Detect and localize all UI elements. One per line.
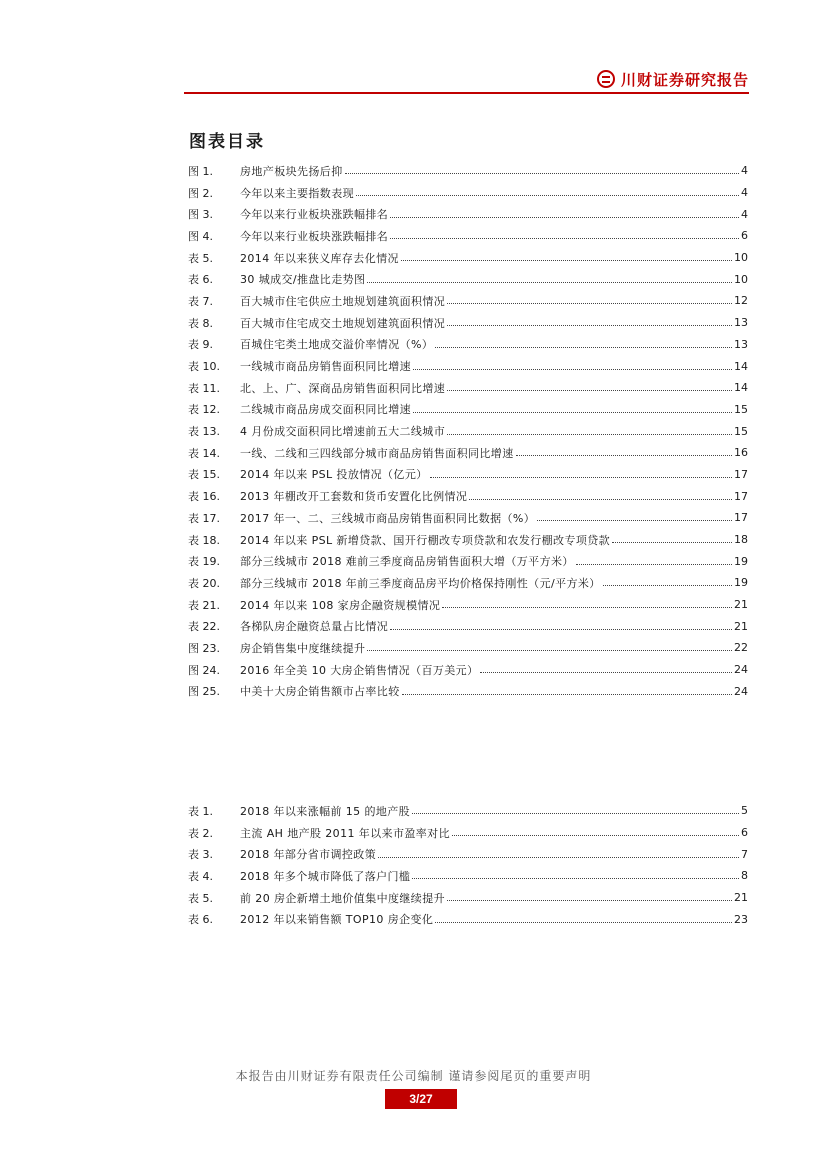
toc-dot-leader — [367, 650, 732, 651]
toc-entry[interactable] — [188, 442, 748, 464]
toc-entry-title: 各梯队房企融资总量占比情况 — [240, 620, 389, 634]
toc-entry-title: 今年以来主要指数表现 — [240, 186, 354, 200]
toc-entry-title: 2016 年全美 10 大房企销售情况（百万美元） — [240, 663, 479, 677]
toc-dot-leader — [413, 369, 732, 370]
toc-dot-leader — [516, 455, 732, 456]
toc-entry-page: 21 — [734, 891, 748, 905]
toc-dot-leader — [390, 238, 739, 239]
toc-entry[interactable] — [188, 550, 748, 572]
toc-entry-label: 表 11. — [188, 381, 220, 395]
toc-entry[interactable] — [188, 843, 748, 865]
toc-entry-title: 2013 年棚改开工套数和货币安置化比例情况 — [240, 490, 468, 504]
toc-entry-page: 24 — [734, 663, 748, 677]
toc-entry[interactable] — [188, 529, 748, 551]
brand-name: 川财证券研究报告 — [620, 70, 749, 89]
table-toc-list — [188, 800, 748, 930]
toc-dot-leader — [480, 672, 732, 673]
toc-entry-label: 图 1. — [188, 164, 213, 178]
toc-dot-leader — [435, 347, 732, 348]
toc-entry-label: 表 3. — [188, 848, 213, 862]
toc-dot-leader — [356, 195, 739, 196]
toc-entry-label: 表 17. — [188, 511, 220, 525]
toc-entry-page: 10 — [734, 272, 748, 286]
toc-entry[interactable] — [188, 334, 748, 356]
toc-entry-page: 7 — [741, 847, 748, 861]
toc-entry-label: 图 25. — [188, 685, 220, 699]
toc-entry-page: 14 — [734, 381, 748, 395]
toc-dot-leader — [452, 835, 739, 836]
toc-entry[interactable] — [188, 160, 748, 182]
toc-entry-title: 2018 年部分省市调控政策 — [240, 848, 377, 862]
toc-entry-title: 2014 年以来 108 家房企融资规模情况 — [240, 598, 441, 612]
toc-entry-title: 中美十大房企销售额市占率比较 — [240, 685, 400, 699]
toc-dot-leader — [345, 173, 739, 174]
toc-entry-page: 17 — [734, 467, 748, 481]
toc-dot-leader — [447, 434, 732, 435]
toc-entry-label: 表 15. — [188, 468, 220, 482]
toc-entry-title: 2014 年以来 PSL 新增贷款、国开行棚改专项贷款和农发行棚改专项贷款 — [240, 533, 611, 547]
toc-entry[interactable] — [188, 637, 748, 659]
toc-dot-leader — [537, 520, 732, 521]
toc-dot-leader — [401, 260, 732, 261]
toc-entry-page: 4 — [741, 164, 748, 178]
toc-entry[interactable] — [188, 681, 748, 703]
toc-entry[interactable] — [188, 312, 748, 334]
toc-entry-title: 百城住宅类土地成交溢价率情况（%） — [240, 338, 434, 352]
toc-entry[interactable] — [188, 887, 748, 909]
figure-toc-list — [188, 160, 748, 702]
toc-entry-page: 5 — [741, 804, 748, 818]
toc-entry-label: 图 24. — [188, 663, 220, 677]
toc-entry-label: 图 4. — [188, 229, 213, 243]
toc-entry-title: 百大城市住宅成交土地规划建筑面积情况 — [240, 316, 446, 330]
toc-entry[interactable] — [188, 290, 748, 312]
toc-entry-label: 表 22. — [188, 620, 220, 634]
toc-dot-leader — [603, 585, 732, 586]
toc-entry-page: 17 — [734, 511, 748, 525]
toc-entry-label: 图 2. — [188, 186, 213, 200]
toc-dot-leader — [367, 282, 732, 283]
toc-dot-leader — [447, 390, 732, 391]
toc-entry-title: 今年以来行业板块涨跌幅排名 — [240, 229, 389, 243]
toc-dot-leader — [390, 217, 739, 218]
toc-dot-leader — [435, 922, 732, 923]
toc-entry[interactable] — [188, 420, 748, 442]
toc-dot-leader — [430, 477, 732, 478]
toc-dot-leader — [447, 900, 732, 901]
toc-entry-label: 表 5. — [188, 891, 213, 905]
toc-dot-leader — [469, 499, 732, 500]
toc-dot-leader — [402, 694, 732, 695]
toc-entry-page: 4 — [741, 207, 748, 221]
toc-entry-page: 4 — [741, 186, 748, 200]
toc-entry-page: 6 — [741, 826, 748, 840]
toc-entry[interactable] — [188, 865, 748, 887]
toc-entry[interactable] — [188, 247, 748, 269]
toc-entry-title: 一线、二线和三四线部分城市商品房销售面积同比增速 — [240, 446, 514, 460]
toc-entry[interactable] — [188, 659, 748, 681]
toc-entry-page: 19 — [734, 554, 748, 568]
toc-entry-label: 表 12. — [188, 403, 220, 417]
toc-entry-label: 表 6. — [188, 273, 213, 287]
toc-entry-page: 24 — [734, 684, 748, 698]
toc-entry-label: 图 3. — [188, 208, 213, 222]
toc-entry-label: 表 19. — [188, 555, 220, 569]
toc-entry-title: 2017 年一、二、三线城市商品房销售面积同比数据（%） — [240, 511, 536, 525]
toc-dot-leader — [412, 878, 739, 879]
toc-entry-title: 2018 年多个城市降低了落户门槛 — [240, 869, 411, 883]
toc-dot-leader — [378, 857, 739, 858]
toc-entry-label: 表 5. — [188, 251, 213, 265]
toc-entry[interactable] — [188, 800, 748, 822]
toc-entry-title: 北、上、广、深商品房销售面积同比增速 — [240, 381, 446, 395]
toc-entry-title: 部分三线城市 2018 难前三季度商品房销售面积大增（万平方米） — [240, 555, 574, 569]
toc-entry-page: 8 — [741, 869, 748, 883]
toc-entry-title: 部分三线城市 2018 年前三季度商品房平均价格保持刚性（元/平方米） — [240, 576, 601, 590]
toc-entry-label: 表 20. — [188, 576, 220, 590]
toc-entry-label: 表 18. — [188, 533, 220, 547]
toc-entry[interactable] — [188, 485, 748, 507]
toc-entry-page: 16 — [734, 446, 748, 460]
toc-entry[interactable] — [188, 377, 748, 399]
toc-entry-title: 房企销售集中度继续提升 — [240, 641, 366, 655]
toc-entry[interactable] — [188, 908, 748, 930]
header-divider — [184, 92, 749, 94]
toc-entry-page: 15 — [734, 424, 748, 438]
toc-entry-label: 表 21. — [188, 598, 220, 612]
toc-entry-label: 表 6. — [188, 913, 213, 927]
toc-entry-page: 14 — [734, 359, 748, 373]
toc-entry-page: 23 — [734, 912, 748, 926]
chuancai-logo-icon — [597, 70, 615, 88]
toc-entry-page: 21 — [734, 598, 748, 612]
toc-entry-page: 17 — [734, 489, 748, 503]
toc-entry-page: 15 — [734, 402, 748, 416]
toc-dot-leader — [576, 564, 732, 565]
toc-entry-page: 13 — [734, 316, 748, 330]
toc-entry-title: 2014 年以来 PSL 投放情况（亿元） — [240, 468, 428, 482]
footer-disclaimer: 本报告由川财证券有限责任公司编制 谨请参阅尾页的重要声明 — [235, 1069, 592, 1083]
toc-entry-title: 主流 AH 地产股 2011 年以来市盈率对比 — [240, 826, 450, 840]
toc-dot-leader — [442, 607, 732, 608]
toc-entry-title: 今年以来行业板块涨跌幅排名 — [240, 208, 389, 222]
toc-entry-title: 30 城成交/推盘比走势图 — [240, 273, 366, 287]
toc-entry[interactable] — [188, 822, 748, 844]
toc-entry-title: 一线城市商品房销售面积同比增速 — [240, 360, 411, 374]
toc-entry-label: 表 8. — [188, 316, 213, 330]
toc-entry-page: 21 — [734, 619, 748, 633]
toc-entry-label: 图 23. — [188, 641, 220, 655]
toc-entry-title: 二线城市商品房成交面积同比增速 — [240, 403, 411, 417]
toc-entry-label: 表 9. — [188, 338, 213, 352]
toc-entry[interactable] — [188, 399, 748, 421]
toc-dot-leader — [412, 813, 739, 814]
toc-dot-leader — [447, 325, 732, 326]
toc-entry[interactable] — [188, 594, 748, 616]
toc-entry-label: 表 10. — [188, 360, 220, 374]
toc-entry-page: 12 — [734, 294, 748, 308]
toc-entry-label: 表 14. — [188, 446, 220, 460]
toc-entry-page: 22 — [734, 641, 748, 655]
toc-dot-leader — [413, 412, 732, 413]
toc-entry-title: 前 20 房企新增土地价值集中度继续提升 — [240, 891, 445, 905]
toc-entry-label: 表 7. — [188, 294, 213, 308]
toc-entry-title: 4 月份成交面积同比增速前五大二线城市 — [240, 425, 446, 439]
toc-dot-leader — [612, 542, 732, 543]
toc-entry[interactable] — [188, 464, 748, 486]
toc-entry[interactable] — [188, 572, 748, 594]
toc-entry-page: 19 — [734, 576, 748, 590]
toc-entry-label: 表 16. — [188, 490, 220, 504]
toc-entry-label: 表 13. — [188, 425, 220, 439]
header-brand — [597, 66, 749, 92]
toc-entry-title: 2014 年以来狭义库存去化情况 — [240, 251, 399, 265]
toc-entry-label: 表 4. — [188, 869, 213, 883]
toc-entry-label: 表 2. — [188, 826, 213, 840]
toc-entry-page: 18 — [734, 533, 748, 547]
toc-entry-page: 10 — [734, 251, 748, 265]
toc-entry[interactable] — [188, 203, 748, 225]
toc-entry-page: 6 — [741, 229, 748, 243]
toc-dot-leader — [447, 303, 732, 304]
toc-entry[interactable] — [188, 507, 748, 529]
toc-entry[interactable] — [188, 355, 748, 377]
toc-entry[interactable] — [188, 615, 748, 637]
toc-entry[interactable] — [188, 182, 748, 204]
toc-entry-title: 2018 年以来涨幅前 15 的地产股 — [240, 804, 411, 818]
page-title: 图表目录 — [189, 132, 265, 152]
toc-entry-title: 房地产板块先扬后抑 — [240, 164, 343, 178]
toc-entry-page: 13 — [734, 337, 748, 351]
toc-dot-leader — [390, 629, 732, 630]
toc-entry-label: 表 1. — [188, 804, 213, 818]
page-number-badge: 3/27 — [385, 1089, 457, 1109]
toc-entry-title: 2012 年以来销售额 TOP10 房企变化 — [240, 913, 434, 927]
toc-entry[interactable] — [188, 225, 748, 247]
toc-entry[interactable] — [188, 268, 748, 290]
toc-entry-title: 百大城市住宅供应土地规划建筑面积情况 — [240, 294, 446, 308]
